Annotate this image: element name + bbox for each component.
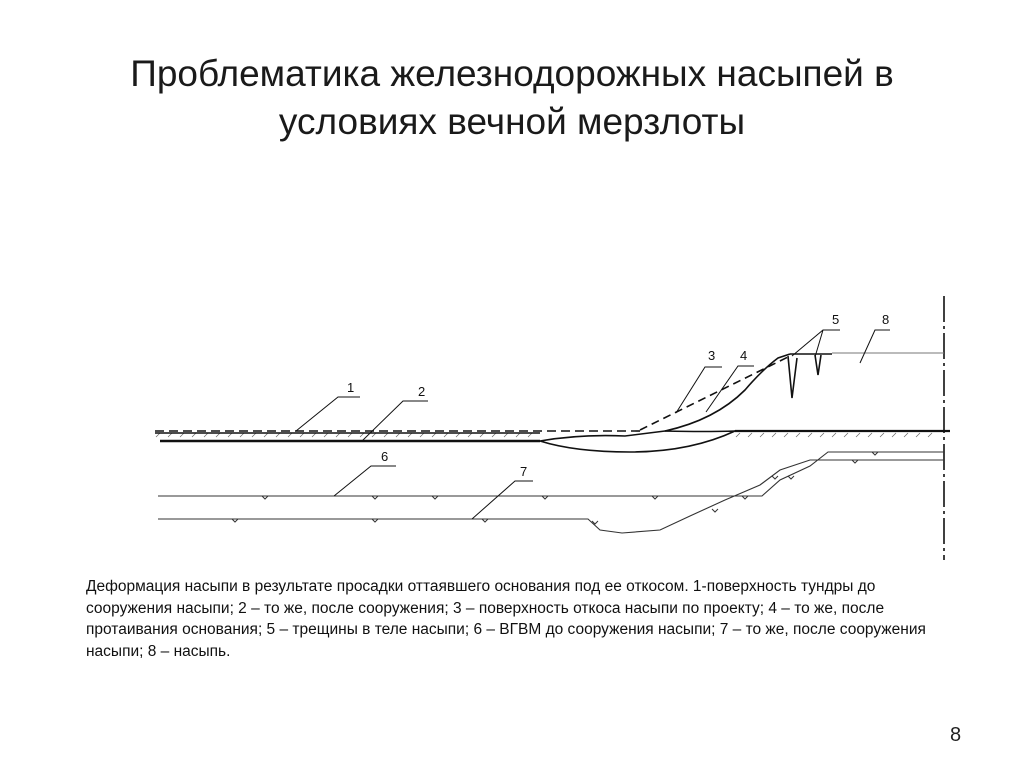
line-6-ticks [262, 452, 878, 499]
settlement-trough [540, 431, 735, 452]
label-2: 2 [418, 384, 426, 399]
label-3: 3 [708, 348, 716, 363]
leader-7 [472, 481, 533, 519]
leader-2 [362, 401, 428, 441]
label-8: 8 [882, 312, 890, 327]
label-6: 6 [381, 449, 389, 464]
title-line-1: Проблематика железнодорожных насыпей в [130, 53, 894, 94]
crack-2 [815, 355, 821, 375]
label-4: 4 [740, 348, 748, 363]
leader-6 [334, 466, 396, 496]
leader-3 [676, 367, 722, 413]
figure-caption: Деформация насыпи в результате просадки оттаявшего основания под ее откосом. 1-поверхность тундры до сооружения насыпи; 2 – то же, после сооружения; 3 – поверхность откоса насыпи по проекту; 4 – то же, после протаивания основания; 5 – трещины в теле насыпи; 6 – ВГВМ до сооружения насыпи; 7 – то же, после сооружения насыпи; 8 – насыпь. [86, 578, 926, 660]
page-number: 8 [950, 724, 962, 746]
title-line-2: условиях вечной мерзлоты [278, 101, 746, 142]
crack-1 [788, 356, 797, 398]
label-5: 5 [832, 312, 840, 327]
label-1: 1 [347, 380, 355, 395]
label-7: 7 [520, 464, 528, 479]
leader-1 [296, 397, 360, 431]
line-7-ticks [232, 460, 858, 524]
leader-8 [860, 330, 890, 363]
line-6-permafrost-before [158, 452, 944, 496]
